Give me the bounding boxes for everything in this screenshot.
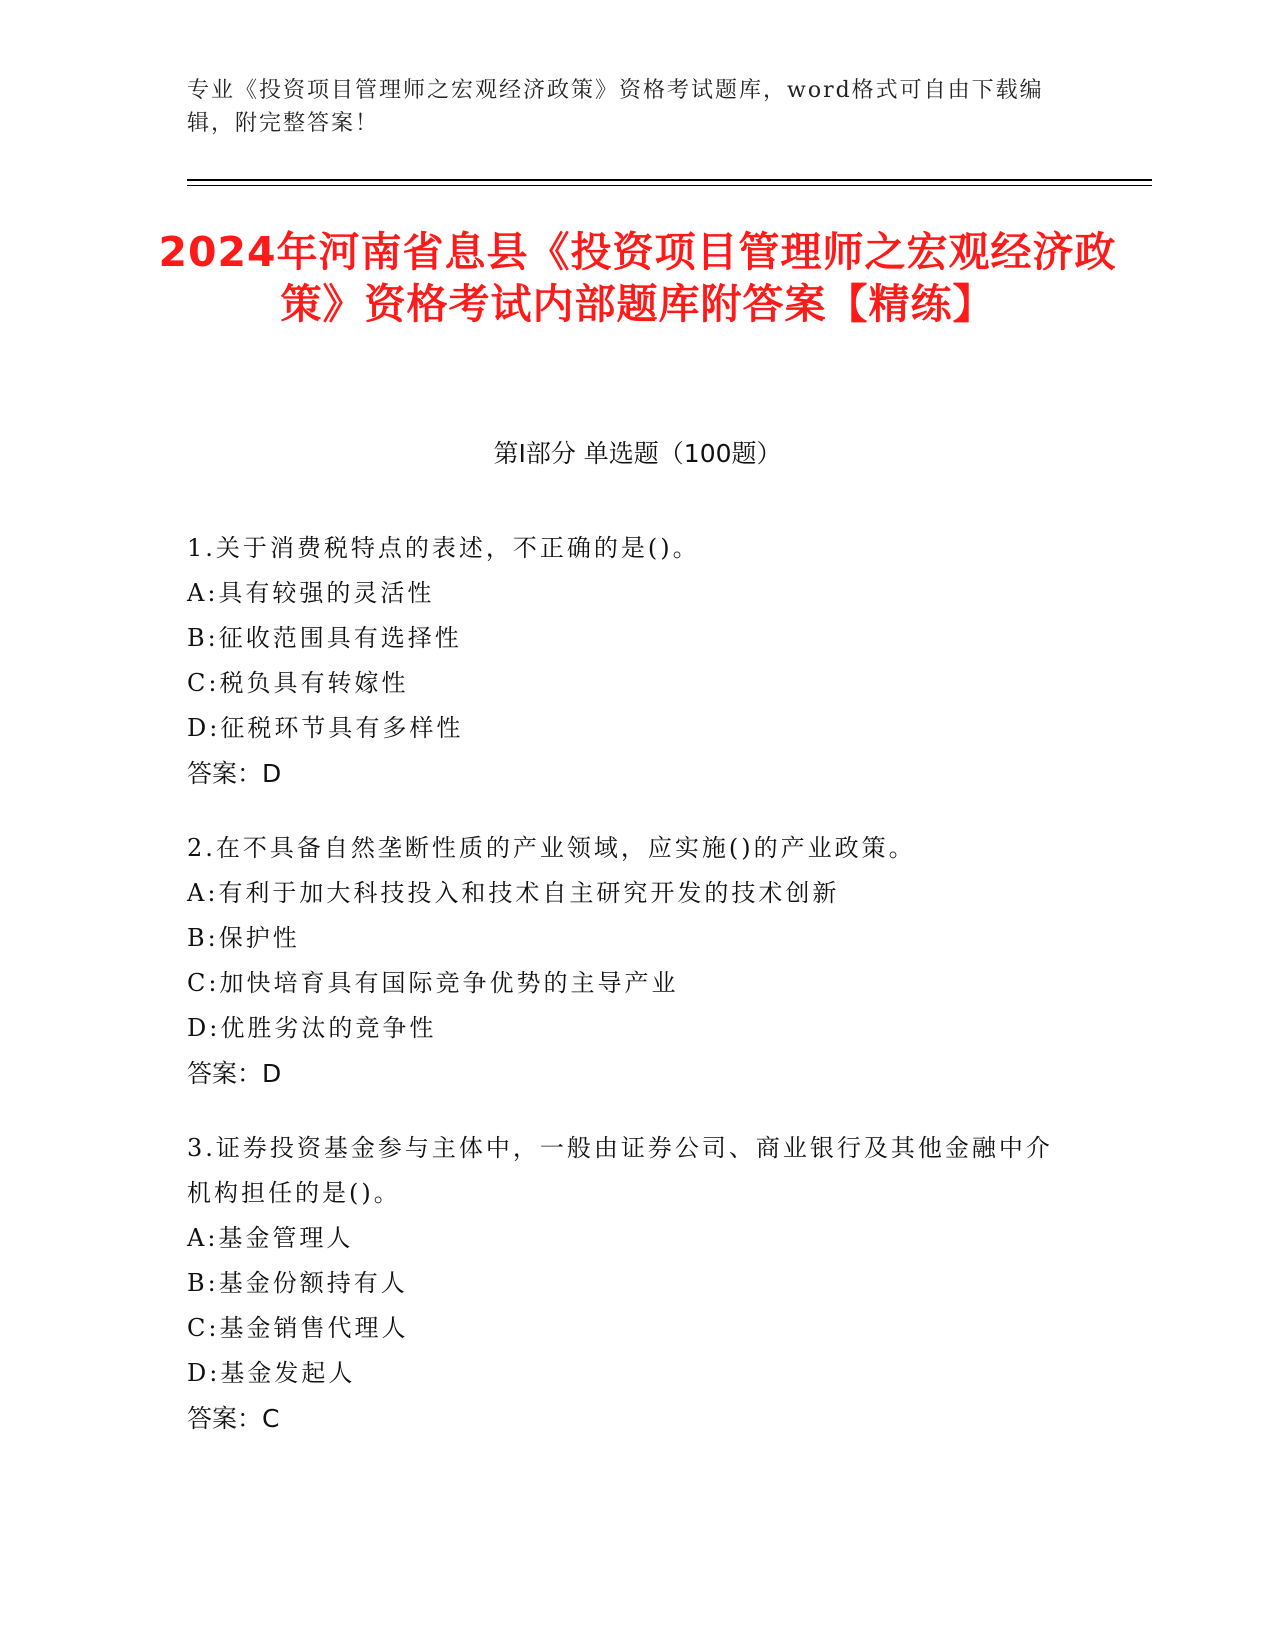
question-2 [187,826,1067,1096]
header-note: 专业《投资项目管理师之宏观经济政策》资格考试题库，word格式可自由下载编辑，附完整答案！ [187,78,1044,136]
option-a: A:具有较强的灵活性 [187,579,435,607]
option-b: B:基金份额持有人 [187,1269,408,1297]
option-d: D:优胜劣汰的竞争性 [187,1014,437,1042]
option-b: B:征收范围具有选择性 [187,624,462,652]
question-stem: 1.关于消费税特点的表述，不正确的是()。 [187,534,700,562]
section-title: 第I部分 单选题（100题） [493,439,782,468]
document-title: 2024年河南省息县《投资项目管理师之宏观经济政策》资格考试内部题库附答案【精练】 [158,228,1117,328]
answer: 答案：D [187,759,282,788]
option-a: A:基金管理人 [187,1224,354,1252]
header-rule-thin [187,185,1152,186]
question-list [187,526,1067,1471]
option-d: D:基金发起人 [187,1359,356,1387]
option-b: B:保护性 [187,924,300,952]
option-a: A:有利于加大科技投入和技术自主研究开发的技术创新 [187,879,840,907]
option-c: C:加快培育具有国际竞争优势的主导产业 [187,969,679,997]
question-stem: 2.在不具备自然垄断性质的产业领域，应实施()的产业政策。 [187,834,916,862]
option-c: C:税负具有转嫁性 [187,669,409,697]
question-3 [187,1126,1067,1441]
answer: 答案：D [187,1059,282,1088]
question-stem: 3.证券投资基金参与主体中，一般由证券公司、商业银行及其他金融中介机构担任的是()。 [187,1134,1053,1207]
header-rule-thick [187,179,1152,181]
question-1 [187,526,1067,796]
option-d: D:征税环节具有多样性 [187,714,464,742]
option-c: C:基金销售代理人 [187,1314,409,1342]
answer: 答案：C [187,1404,280,1433]
